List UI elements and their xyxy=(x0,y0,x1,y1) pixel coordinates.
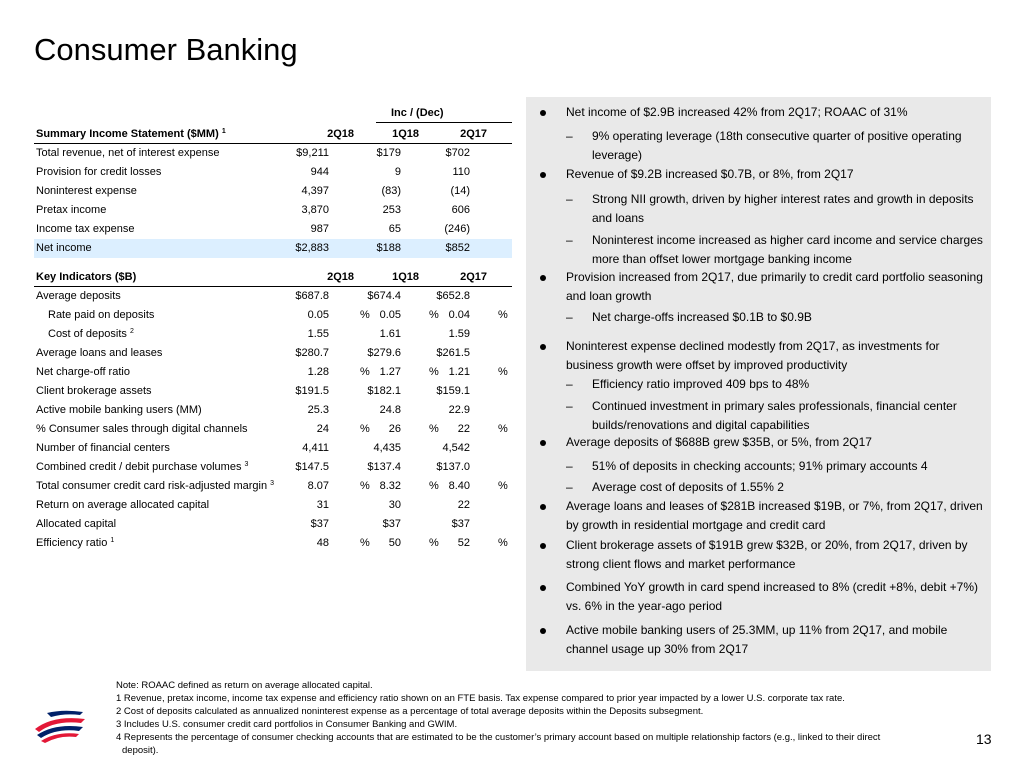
value-2q17: $37 xyxy=(451,518,470,530)
row-label: Average deposits xyxy=(36,290,121,302)
bullet-text: Efficiency ratio improved 409 bps to 48% xyxy=(592,377,810,391)
footnote-line: 2 Cost of deposits calculated as annualized noninterest expense as a percentage of total average deposits within the Deposits subsegment. xyxy=(116,706,704,717)
value-2q17: 1.21 xyxy=(448,366,470,378)
summary-income-table xyxy=(34,125,512,258)
bullet-text: Active mobile banking users of 25.3MM, up 11% from 2Q17, and mobile channel usage up 30% from 2Q17 xyxy=(566,623,948,656)
value-2q17: 22 xyxy=(457,423,470,435)
value-2q18: $147.5 xyxy=(295,461,329,473)
percent-sign: % xyxy=(498,423,508,435)
value-2q17: 22.9 xyxy=(448,404,470,416)
value-2q18: 4,411 xyxy=(302,442,329,454)
value-2q17: $137.0 xyxy=(436,461,470,473)
value-1q18: 50 xyxy=(388,537,401,549)
value-1q18: 24.8 xyxy=(379,404,401,416)
bullet-text: Average loans and leases of $281B increased $19B, or 7%, from 2Q17, driven by growth in residential mortgage and credit card xyxy=(566,499,983,532)
percent-sign: % xyxy=(498,537,508,549)
summary-col-1q18: 1Q18 xyxy=(392,128,419,140)
bullet-dot-icon xyxy=(540,578,554,597)
row-label: Net charge-off ratio xyxy=(36,366,130,378)
percent-sign: % xyxy=(498,309,508,321)
value-2q18: 24 xyxy=(316,423,329,435)
footnote-line: Note: ROAAC defined as return on average allocated capital. xyxy=(116,680,373,691)
summary-col-2q18: 2Q18 xyxy=(327,128,354,140)
value-2q18: 944 xyxy=(310,166,329,178)
footnotes xyxy=(116,679,986,757)
row-label: Total consumer credit card risk-adjusted margin $^3$ xyxy=(36,480,275,492)
row-footnote: 3 xyxy=(244,461,249,468)
inc-dec-underline xyxy=(376,122,512,123)
bullet-text: Combined YoY growth in card spend increased to 8% (credit +8%, debit +7%) vs. 6% in the year-ago period xyxy=(566,580,979,613)
row-label: Rate paid on deposits xyxy=(48,309,155,321)
indicator-row xyxy=(34,401,512,420)
page-number: 13 xyxy=(976,731,992,747)
value-2q17: $702 xyxy=(445,147,470,159)
bullet-dot-icon xyxy=(540,103,554,122)
bullet-text: 51% of deposits in checking accounts; 91% primary accounts 4 xyxy=(592,459,928,473)
indicator-row xyxy=(34,515,512,534)
bullet-text: Noninterest income increased as higher card income and service charges more than offset lower mortgage banking income xyxy=(592,233,983,266)
dash-icon: – xyxy=(566,233,573,247)
value-2q18: $37 xyxy=(310,518,329,530)
row-label: Income tax expense xyxy=(36,223,135,235)
inc-dec-header: Inc / (Dec) xyxy=(391,107,444,119)
indicator-row xyxy=(34,496,512,515)
indicator-row xyxy=(34,458,512,477)
summary-row xyxy=(34,239,512,258)
indicator-row xyxy=(34,306,512,325)
row-footnote: 2 xyxy=(129,328,134,335)
value-2q17: (14) xyxy=(450,185,470,197)
value-2q18: $687.8 xyxy=(295,290,329,302)
row-label: Total revenue, net of interest expense xyxy=(36,147,220,159)
summary-row xyxy=(34,182,512,201)
indicator-row xyxy=(34,534,512,553)
value-1q18: 8.32 xyxy=(379,480,401,492)
percent-sign: % xyxy=(429,423,439,435)
row-label: Return on average allocated capital xyxy=(36,499,210,511)
row-label: Active mobile banking users (MM) xyxy=(36,404,202,416)
indicator-row xyxy=(34,325,512,344)
value-2q17: $652.8 xyxy=(436,290,470,302)
bullet-text: Net income of $2.9B increased 42% from 2Q17; ROAAC of 31% xyxy=(566,105,908,119)
row-label: Noninterest expense xyxy=(36,185,137,197)
bullet-text: Client brokerage assets of $191B grew $32B, or 20%, from 2Q17, driven by strong client flows and market performance xyxy=(566,538,968,571)
bullet-dot-icon xyxy=(540,337,554,356)
dash-icon: – xyxy=(566,310,573,324)
value-2q17: 8.40 xyxy=(448,480,470,492)
value-2q18: 4,397 xyxy=(301,185,329,197)
bullet-text: Net charge-offs increased $0.1B to $0.9B xyxy=(592,310,812,324)
dash-icon: – xyxy=(566,480,573,494)
value-2q17: 4,542 xyxy=(442,442,470,454)
indicator-row xyxy=(34,344,512,363)
bullet-dot-icon xyxy=(540,536,554,555)
bullet-text: Noninterest expense declined modestly from 2Q17, as investments for business growth were offset by improved productivity xyxy=(566,339,940,372)
value-2q18: $280.7 xyxy=(295,347,329,359)
page-title: Consumer Banking xyxy=(34,32,298,67)
value-2q18: 3,870 xyxy=(301,204,329,216)
value-1q18: 26 xyxy=(388,423,401,435)
summary-row xyxy=(34,201,512,220)
value-2q18: 987 xyxy=(310,223,329,235)
footnote-line: 1 Revenue, pretax income, income tax expense and efficiency ratio shown on an FTE basis. Tax expense compared to prior year impacted by a lower U.S. corporate tax rate. xyxy=(116,693,845,704)
indicator-row xyxy=(34,363,512,382)
value-1q18: $182.1 xyxy=(367,385,401,397)
footnote-line: deposit). xyxy=(122,745,159,756)
bullet-dot-icon xyxy=(540,268,554,287)
indicator-row xyxy=(34,382,512,401)
row-label: Number of financial centers xyxy=(36,442,170,454)
bullet-text: Average deposits of $688B grew $35B, or 5%, from 2Q17 xyxy=(566,435,872,449)
percent-sign: % xyxy=(360,480,370,492)
bullet-dot-icon xyxy=(540,497,554,516)
bullet-text: Continued investment in primary sales professionals, financial center builds/renovations and digital capabilities xyxy=(592,399,957,432)
summary-header-label: Summary Income Statement ($MM) xyxy=(36,128,219,140)
value-2q17: 606 xyxy=(451,204,470,216)
indicators-col-2q17: 2Q17 xyxy=(460,271,487,283)
percent-sign: % xyxy=(360,309,370,321)
indicator-row xyxy=(34,287,512,306)
row-label: Net income xyxy=(36,242,92,254)
value-2q17: $159.1 xyxy=(436,385,470,397)
indicators-header-label: Key Indicators ($B) xyxy=(36,271,137,283)
percent-sign: % xyxy=(360,366,370,378)
value-1q18: 30 xyxy=(388,499,401,511)
percent-sign: % xyxy=(429,309,439,321)
row-label: % Consumer sales through digital channels xyxy=(36,423,248,435)
value-1q18: $279.6 xyxy=(367,347,401,359)
value-2q17: 0.04 xyxy=(448,309,470,321)
value-2q17: $261.5 xyxy=(436,347,470,359)
value-2q17: 110 xyxy=(452,166,470,178)
value-2q18: 1.28 xyxy=(307,366,329,378)
value-1q18: $137.4 xyxy=(367,461,401,473)
value-1q18: 65 xyxy=(388,223,401,235)
summary-header-footnote: 1 xyxy=(221,128,226,135)
value-2q17: (246) xyxy=(444,223,470,235)
value-1q18: $188 xyxy=(376,242,401,254)
bullet-dot-icon xyxy=(540,165,554,184)
value-1q18: 9 xyxy=(394,166,401,178)
value-2q18: 0.05 xyxy=(307,309,329,321)
value-2q18: $191.5 xyxy=(295,385,329,397)
value-1q18: 4,435 xyxy=(373,442,401,454)
value-1q18: $37 xyxy=(382,518,401,530)
percent-sign: % xyxy=(429,480,439,492)
dash-icon: – xyxy=(566,377,573,391)
value-1q18: 253 xyxy=(382,204,401,216)
row-label: Cost of deposits $^2$ xyxy=(48,328,134,340)
percent-sign: % xyxy=(360,537,370,549)
value-1q18: $674.4 xyxy=(367,290,401,302)
footnote-line: 4 Represents the percentage of consumer checking accounts that are estimated to be the customer’s primary account based on multiple relationship factors (e.g., linked to their direct xyxy=(116,732,881,743)
row-label: Client brokerage assets xyxy=(36,385,152,397)
percent-sign: % xyxy=(498,366,508,378)
value-2q18: 25.3 xyxy=(307,404,329,416)
summary-header-row xyxy=(34,125,512,144)
indicator-row xyxy=(34,477,512,496)
row-footnote: 1 xyxy=(110,537,115,544)
percent-sign: % xyxy=(498,480,508,492)
bullet-text: Average cost of deposits of 1.55% 2 xyxy=(592,480,784,494)
value-2q17: 52 xyxy=(457,537,470,549)
bullet-dot-icon xyxy=(540,433,554,452)
value-2q17: $852 xyxy=(445,242,470,254)
percent-sign: % xyxy=(360,423,370,435)
indicators-col-1q18: 1Q18 xyxy=(392,271,419,283)
bullet-text: Strong NII growth, driven by higher interest rates and growth in deposits and loans xyxy=(592,192,974,225)
value-2q18: 48 xyxy=(316,537,329,549)
value-1q18: 1.27 xyxy=(379,366,401,378)
value-1q18: (83) xyxy=(381,185,401,197)
value-2q17: 22 xyxy=(457,499,470,511)
key-indicators-table xyxy=(34,268,512,553)
value-1q18: $179 xyxy=(376,147,401,159)
summary-col-2q17: 2Q17 xyxy=(460,128,487,140)
dash-icon: – xyxy=(566,192,573,206)
bullet-text: 9% operating leverage (18th consecutive quarter of positive operating leverage) xyxy=(592,129,962,162)
indicator-row xyxy=(34,439,512,458)
row-label: Efficiency ratio $^1$ xyxy=(36,537,115,549)
indicators-header-row xyxy=(34,268,512,287)
value-2q18: $9,211 xyxy=(296,147,329,159)
percent-sign: % xyxy=(429,537,439,549)
row-footnote: 3 xyxy=(270,480,275,487)
footnote-line: 3 Includes U.S. consumer credit card portfolios in Consumer Banking and GWIM. xyxy=(116,719,458,730)
bullet-text: Provision increased from 2Q17, due primarily to credit card portfolio seasoning and loan growth xyxy=(566,270,983,303)
value-1q18: 1.61 xyxy=(379,328,401,340)
value-1q18: 0.05 xyxy=(379,309,401,321)
summary-row xyxy=(34,144,512,163)
value-2q18: 1.55 xyxy=(307,328,329,340)
row-label: Combined credit / debit purchase volumes $^3$ xyxy=(36,461,249,473)
summary-row xyxy=(34,163,512,182)
dash-icon: – xyxy=(566,129,573,143)
value-2q18: $2,883 xyxy=(295,242,329,254)
value-2q17: 1.59 xyxy=(448,328,470,340)
bank-flag-logo xyxy=(33,705,87,745)
dash-icon: – xyxy=(566,399,573,413)
row-label: Pretax income xyxy=(36,204,107,216)
row-label: Average loans and leases xyxy=(36,347,163,359)
dash-icon: – xyxy=(566,459,573,473)
percent-sign: % xyxy=(429,366,439,378)
value-2q18: 31 xyxy=(316,499,329,511)
indicators-col-2q18: 2Q18 xyxy=(327,271,354,283)
bullet-dot-icon xyxy=(540,621,554,640)
bullet-text: Revenue of $9.2B increased $0.7B, or 8%, from 2Q17 xyxy=(566,167,854,181)
row-label: Allocated capital xyxy=(36,518,117,530)
summary-row xyxy=(34,220,512,239)
value-2q18: 8.07 xyxy=(307,480,329,492)
row-label: Provision for credit losses xyxy=(36,166,162,178)
indicator-row xyxy=(34,420,512,439)
